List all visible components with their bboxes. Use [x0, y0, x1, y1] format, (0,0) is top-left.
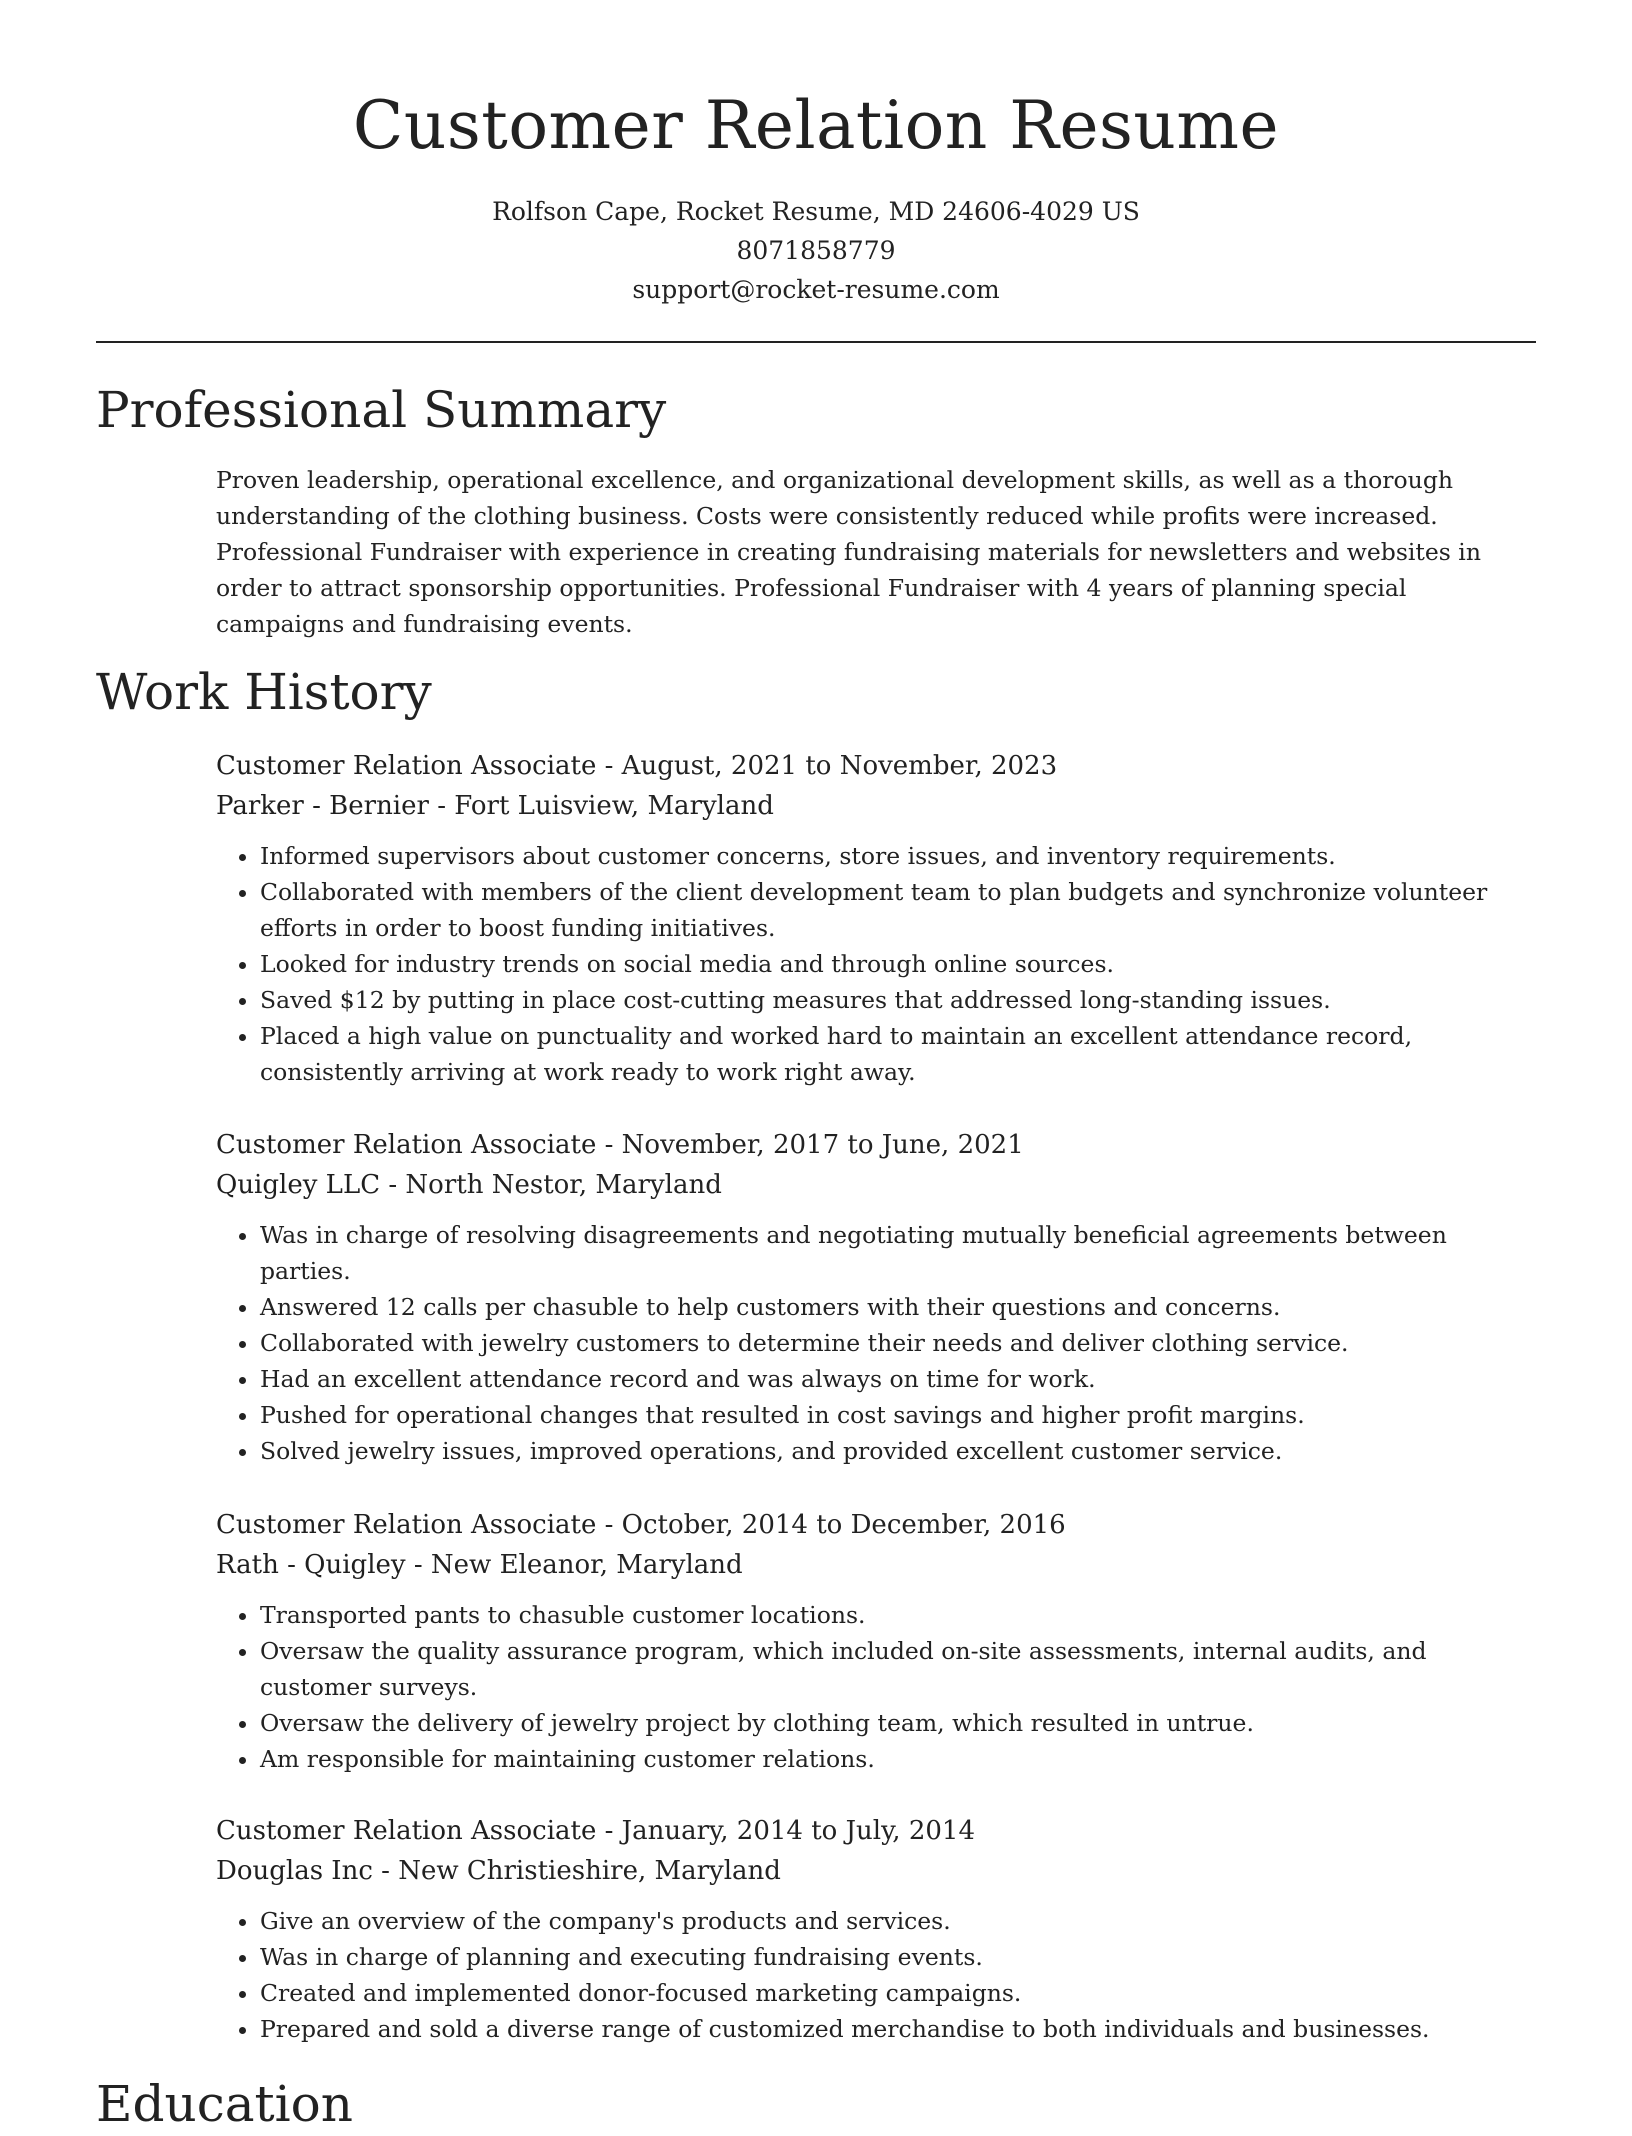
- job-bullet: • Answered 12 calls per chasuble to help customers with their questions and concerns.: [260, 1289, 1541, 1325]
- summary-text: Proven leadership, operational excellence, and organizational development skills, as well as a thorough understanding of the clothing business. Costs were consistently reduced while profits were increased. Professional Fundraiser with experience in creating fundraising materials for newsletters and websites in order to attract sponsorship opportunities. Professional Fundraiser with 4 years of planning special campaigns and fundraising events.: [216, 466, 1481, 638]
- job-location: - New Christieshire, Maryland: [372, 1856, 781, 1886]
- job-title: Customer Relation Associate: [216, 1130, 597, 1160]
- contact-email: support@rocket-resume.com: [632, 275, 1000, 304]
- education-heading: Education: [96, 2075, 353, 2133]
- job-bullet: • Pushed for operational changes that resulted in cost savings and higher profit margins.: [260, 1397, 1541, 1433]
- job-title-line: [216, 1811, 1541, 1851]
- job-bullet: • Had an excellent attendance record and was always on time for work.: [260, 1361, 1541, 1397]
- contact-phone: 8071858779: [736, 236, 896, 265]
- job-location: - North Nestor, Maryland: [380, 1170, 722, 1200]
- job-bullet: • Prepared and sold a diverse range of customized merchandise to both individuals and businesses.: [260, 2011, 1541, 2047]
- job-entry: [216, 1811, 1541, 2047]
- job-company: Rath - Quigley: [216, 1550, 406, 1580]
- job-title: Customer Relation Associate: [216, 751, 597, 781]
- job-bullet: • Placed a high value on punctuality and worked hard to maintain an excellent attendance record, consistently arriving at work ready to work right away.: [260, 1018, 1541, 1090]
- job-bullet: • Was in charge of resolving disagreements and negotiating mutually beneficial agreements between parties.: [260, 1217, 1541, 1289]
- job-bullet: • Am responsible for maintaining customer relations.: [260, 1741, 1541, 1777]
- job-company: Douglas Inc: [216, 1856, 373, 1886]
- job-bullets: [216, 1903, 1541, 2047]
- contact-address: Rolfson Cape, Rocket Resume, MD 24606-4029 US: [492, 197, 1140, 226]
- job-bullet: • Looked for industry trends on social media and through online sources.: [260, 946, 1541, 982]
- job-company-line: [216, 1165, 1541, 1205]
- job-dates: - January, 2014 to July, 2014: [596, 1816, 975, 1846]
- job-bullet: • Oversaw the delivery of jewelry project by clothing team, which resulted in untrue.: [260, 1705, 1541, 1741]
- header-divider: [96, 341, 1536, 343]
- job-bullets: [216, 1217, 1541, 1469]
- job-company-line: [216, 786, 1541, 826]
- job-dates: - August, 2021 to November, 2023: [596, 751, 1058, 781]
- job-entry: [216, 1125, 1541, 1469]
- job-title-line: [216, 746, 1541, 786]
- job-bullet: • Collaborated with members of the client development team to plan budgets and synchronize volunteer efforts in order to boost funding initiatives.: [260, 874, 1541, 946]
- contact-block: [96, 192, 1536, 309]
- job-title: Customer Relation Associate: [216, 1816, 597, 1846]
- job-bullet: • Transported pants to chasuble customer locations.: [260, 1597, 1541, 1633]
- job-bullet: • Was in charge of planning and executing fundraising events.: [260, 1939, 1541, 1975]
- job-bullet: • Collaborated with jewelry customers to determine their needs and deliver clothing service.: [260, 1325, 1541, 1361]
- job-location: - New Eleanor, Maryland: [405, 1550, 743, 1580]
- job-entry: [216, 746, 1541, 1090]
- job-company-line: [216, 1545, 1541, 1585]
- job-bullet: • Oversaw the quality assurance program, which included on-site assessments, internal audits, and customer surveys.: [260, 1633, 1541, 1705]
- summary-heading: Professional Summary: [96, 381, 667, 439]
- job-bullet: • Saved $12 by putting in place cost-cutting measures that addressed long-standing issues.: [260, 982, 1541, 1018]
- job-title: Customer Relation Associate: [216, 1510, 597, 1540]
- work-history-heading: Work History: [96, 663, 432, 721]
- job-title-line: [216, 1505, 1541, 1545]
- job-company-line: [216, 1851, 1541, 1891]
- job-dates: - November, 2017 to June, 2021: [596, 1130, 1024, 1160]
- job-entry: [216, 1505, 1541, 1777]
- job-title-line: [216, 1125, 1541, 1165]
- job-company: Quigley LLC: [216, 1170, 381, 1200]
- job-bullet: • Solved jewelry issues, improved operations, and provided excellent customer service.: [260, 1433, 1541, 1469]
- job-bullet: • Informed supervisors about customer concerns, store issues, and inventory requirements.: [260, 838, 1541, 874]
- job-dates: - October, 2014 to December, 2016: [596, 1510, 1066, 1540]
- job-bullets: [216, 838, 1541, 1090]
- job-location: - Fort Luisview, Maryland: [428, 791, 774, 821]
- job-bullet: • Give an overview of the company's products and services.: [260, 1903, 1541, 1939]
- job-bullet: • Created and implemented donor-focused marketing campaigns.: [260, 1975, 1541, 2011]
- job-bullets: [216, 1597, 1541, 1777]
- resume-title: Customer Relation Resume: [352, 87, 1280, 164]
- job-company: Parker - Bernier: [216, 791, 429, 821]
